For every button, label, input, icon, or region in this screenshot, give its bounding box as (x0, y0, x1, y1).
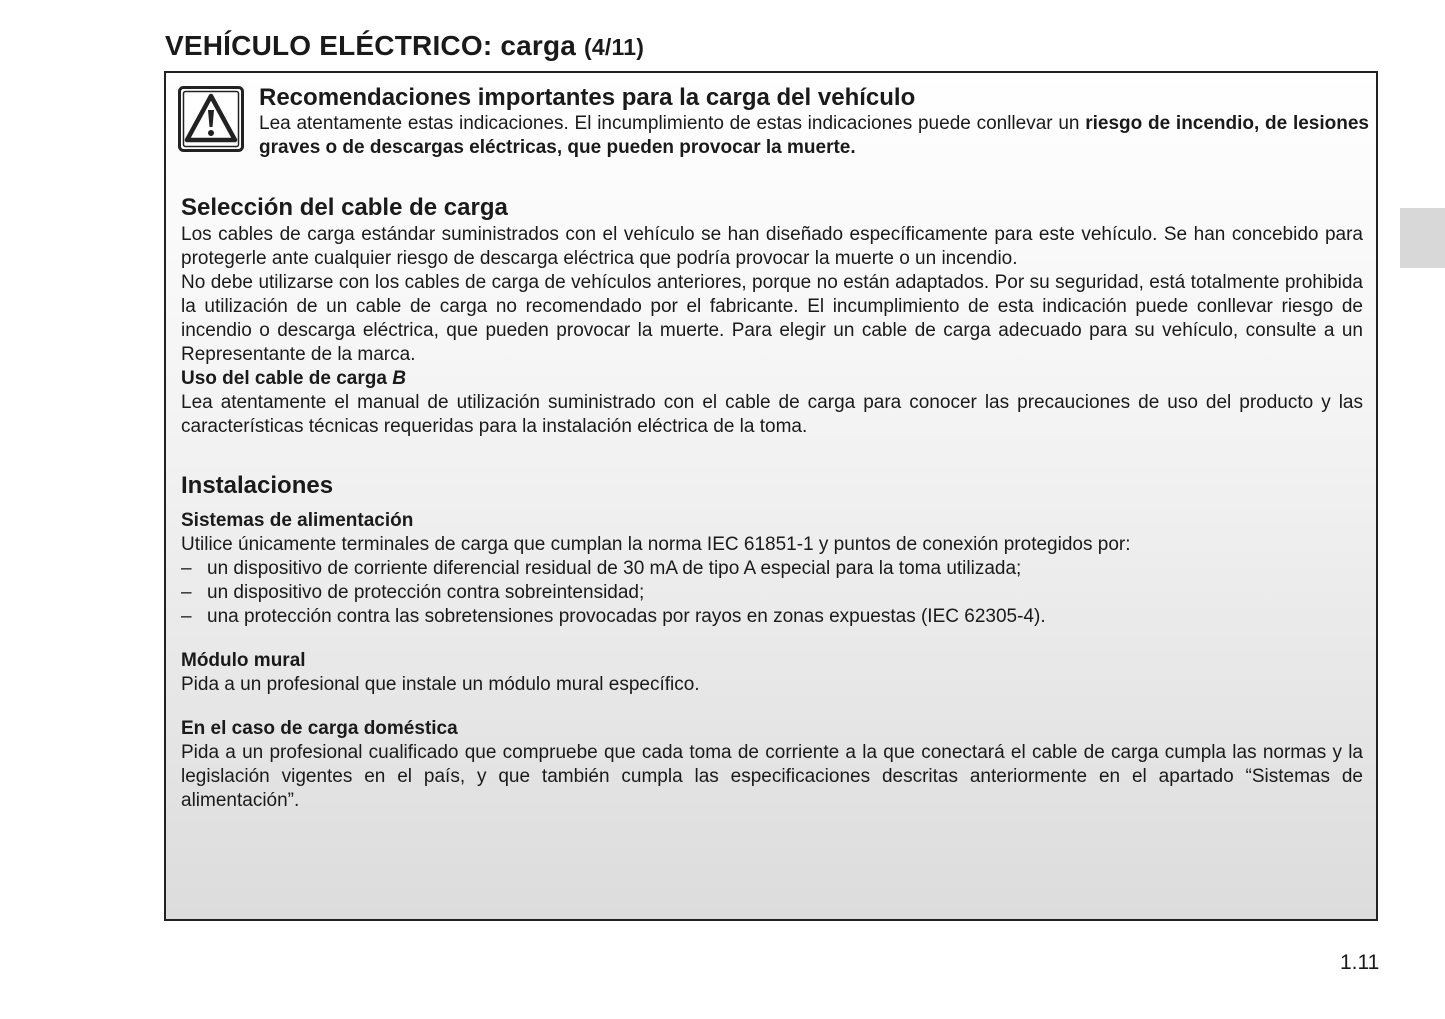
warning-title: Recomendaciones importantes para la carga del vehículo (259, 84, 916, 111)
cable-use-heading-text: Uso del cable de carga (181, 368, 393, 389)
power-systems-intro: Utilice únicamente terminales de carga que cumplan la norma IEC 61851-1 y puntos de conexión protegidos por: (181, 534, 1131, 555)
cable-section-paragraph-2: No debe utilizarse con los cables de carga de vehículos anteriores, porque no están adaptados. Por su seguridad, está totalmente prohibida la utilización de un cable de carga no recomendado por el fabricante. El incumplimiento de esta indicación puede conllevar riesgo de incendio o descarga eléctrica, que pueden provocar la muerte. Para elegir un cable de carga adecuado para su vehículo, consulte a un Representante de la marca. (181, 272, 1363, 365)
chapter-tab (1400, 208, 1445, 268)
cable-section-heading: Selección del cable de carga (181, 194, 508, 221)
list-item-text: un dispositivo de corriente diferencial residual de 30 mA de tipo A especial para la toma utilizada; (207, 558, 1022, 579)
page-title-suffix: (4/11) (584, 34, 645, 60)
list-item: – una protección contra las sobretensiones provocadas por rayos en zonas expuestas (IEC 62305-4). (181, 606, 1046, 627)
wall-module-text: Pida a un profesional que instale un módulo mural específico. (181, 674, 700, 695)
wall-module-heading: Módulo mural (181, 650, 306, 671)
page-title (165, 30, 644, 62)
warning-text-plain: Lea atentamente estas indicaciones. El incumplimiento de estas indicaciones puede conllevar un (259, 113, 1086, 134)
cable-section-paragraph-1: Los cables de carga estándar suministrados con el vehículo se han diseñado específicamente para este vehículo. Se han concebido para protegerle ante cualquier riesgo de descarga eléctrica que podría provocar la muerte o un incendio. (181, 224, 1363, 269)
cable-use-heading-ref: B (392, 368, 406, 389)
page-number: 1.11 (1340, 951, 1380, 974)
warning-text (259, 112, 1369, 160)
power-systems-heading: Sistemas de alimentación (181, 510, 414, 531)
list-item: – un dispositivo de corriente diferencial residual de 30 mA de tipo A especial para la toma utilizada; (181, 558, 1022, 579)
page-title-text: VEHÍCULO ELÉCTRICO: carga (165, 30, 577, 61)
domestic-charging-heading: En el caso de carga doméstica (181, 718, 458, 739)
warning-triangle-icon (178, 86, 244, 152)
list-item: – un dispositivo de protección contra sobreintensidad; (181, 582, 645, 603)
domestic-charging-text: Pida a un profesional cualificado que compruebe que cada toma de corriente a la que conectará el cable de carga cumpla las normas y la legislación vigentes en el país, y que también cumpla las especificaciones descritas anteriormente en el apartado “Sistemas de alimentación”. (181, 742, 1363, 811)
warning-text-bold: riesgo de incendio, de lesiones graves o de descargas eléctricas, que pueden provocar la muerte. (259, 113, 1369, 158)
content-box (164, 71, 1378, 921)
cable-use-text: Lea atentamente el manual de utilización suministrado con el cable de carga para conocer las precauciones de uso del producto y las características técnicas requeridas para la instalación eléctrica de la toma. (181, 392, 1363, 437)
list-item-text: un dispositivo de protección contra sobreintensidad; (207, 582, 645, 603)
warning-block (259, 84, 1369, 160)
main-content (181, 193, 1363, 813)
cable-use-heading (181, 367, 1363, 391)
installations-heading: Instalaciones (181, 472, 334, 499)
list-item-text: una protección contra las sobretensiones provocadas por rayos en zonas expuestas (IEC 62305-4). (207, 606, 1046, 627)
